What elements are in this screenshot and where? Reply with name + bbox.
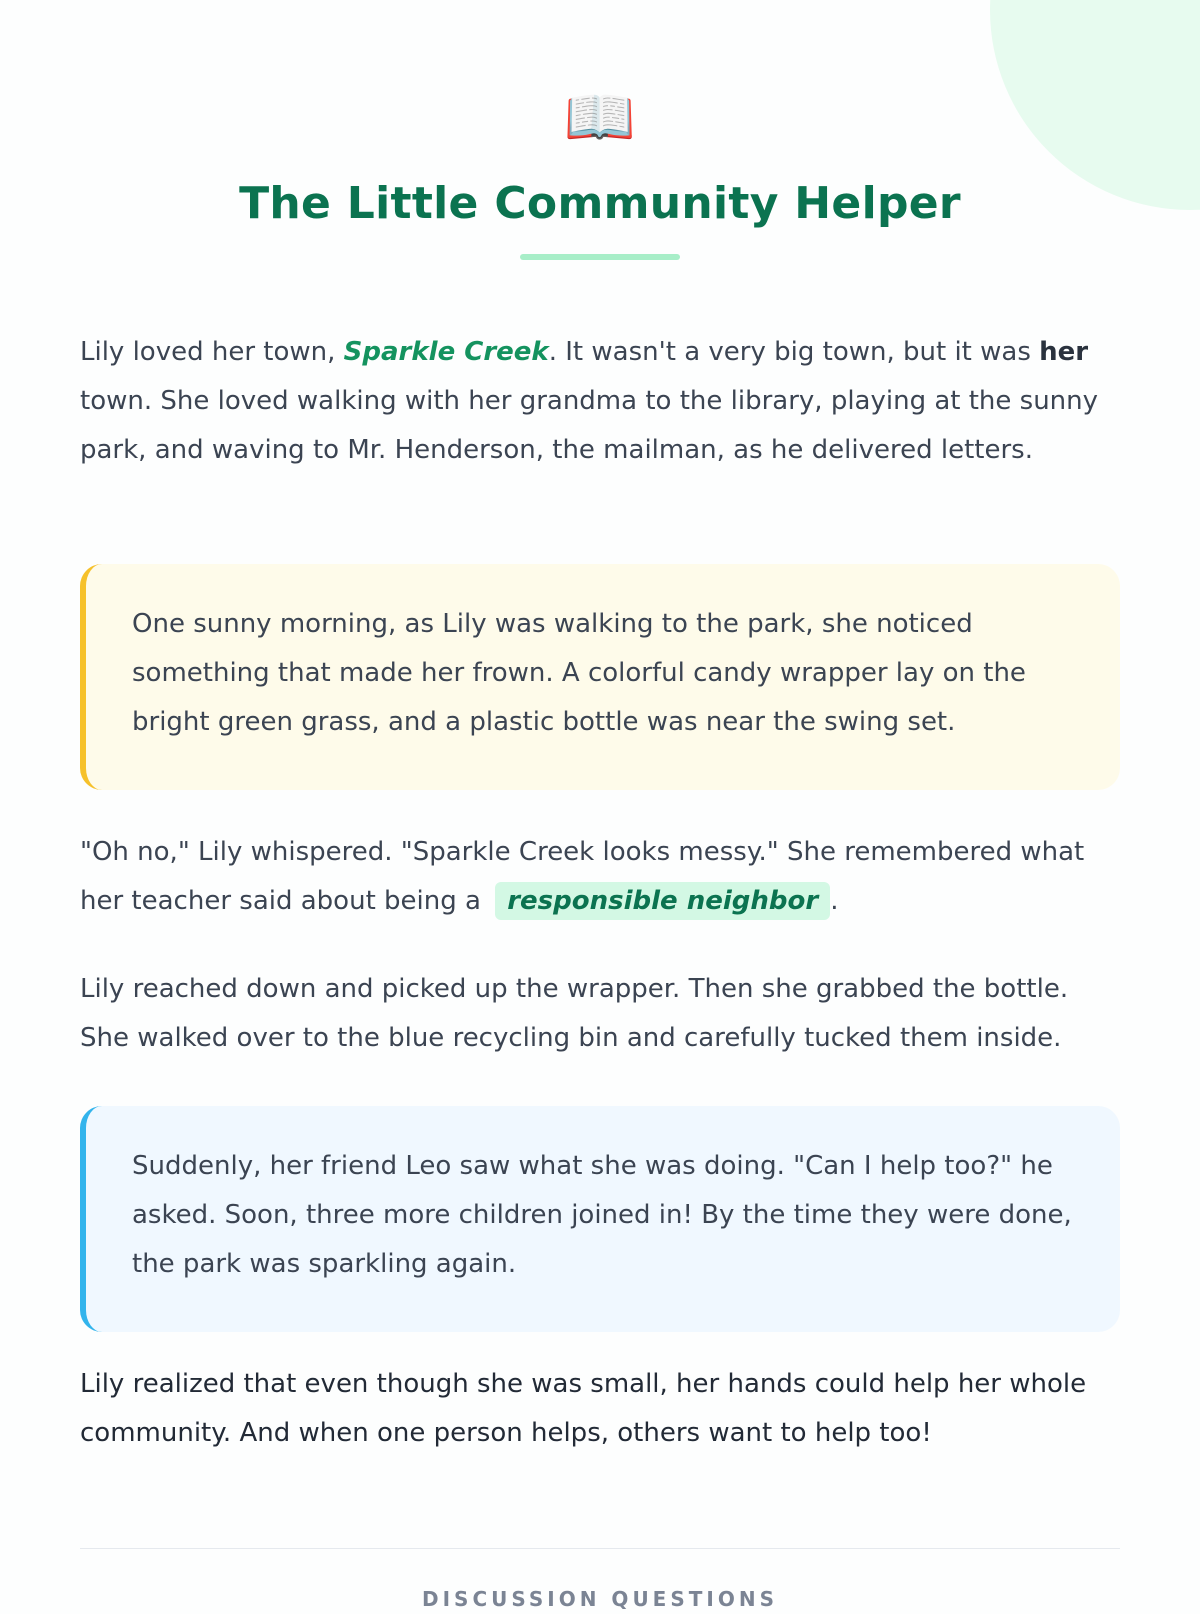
callout-leo [80,1106,1120,1332]
open-book-icon: 📖 [563,83,637,151]
story-paragraph-4: Lily reached down and picked up the wrapper. Then she grabbed the bottle. She walked over to the blue recycling bin and carefully tucked them inside. [80,974,1069,1053]
town-name: Sparkle Creek [343,337,549,367]
emphasis-her: her [1039,337,1089,367]
story-page [80,0,1120,1611]
section-divider [80,1548,1120,1549]
callout-morning-text: One sunny morning, as Lily was walking to the park, she noticed something that made her frown. A colorful candy wrapper lay on the bright green grass, and a plastic bottle was near the swing set. [132,609,1026,737]
story-paragraph-5: Lily realized that even though she was small, her hands could help her whole community. And when one person helps, others want to help too! [80,1369,1087,1448]
discussion-heading: DISCUSSION QUESTIONS [422,1587,778,1611]
story-header [80,0,1120,260]
highlight-responsible-neighbor: responsible neighbor [495,882,830,920]
title-underline [520,254,680,260]
callout-morning [80,564,1120,790]
story-paragraph-3: "Oh no," Lily whispered. "Sparkle Creek looks messy." She remembered what her teacher said about being a responsible neighbor . [80,828,1130,926]
story-title: The Little Community Helper [239,178,961,229]
story-paragraph-1: Lily loved her town, Sparkle Creek. It wasn't a very big town, but it was her town. She loved walking with her grandma to the library, playing at the sunny park, and waving to Mr. Henderson, the mailman, as he delivered letters. [80,337,1099,465]
callout-leo-text: Suddenly, her friend Leo saw what she was doing. "Can I help too?" he asked. Soon, three more children joined in! By the time they were done, the park was sparkling again. [132,1151,1072,1279]
